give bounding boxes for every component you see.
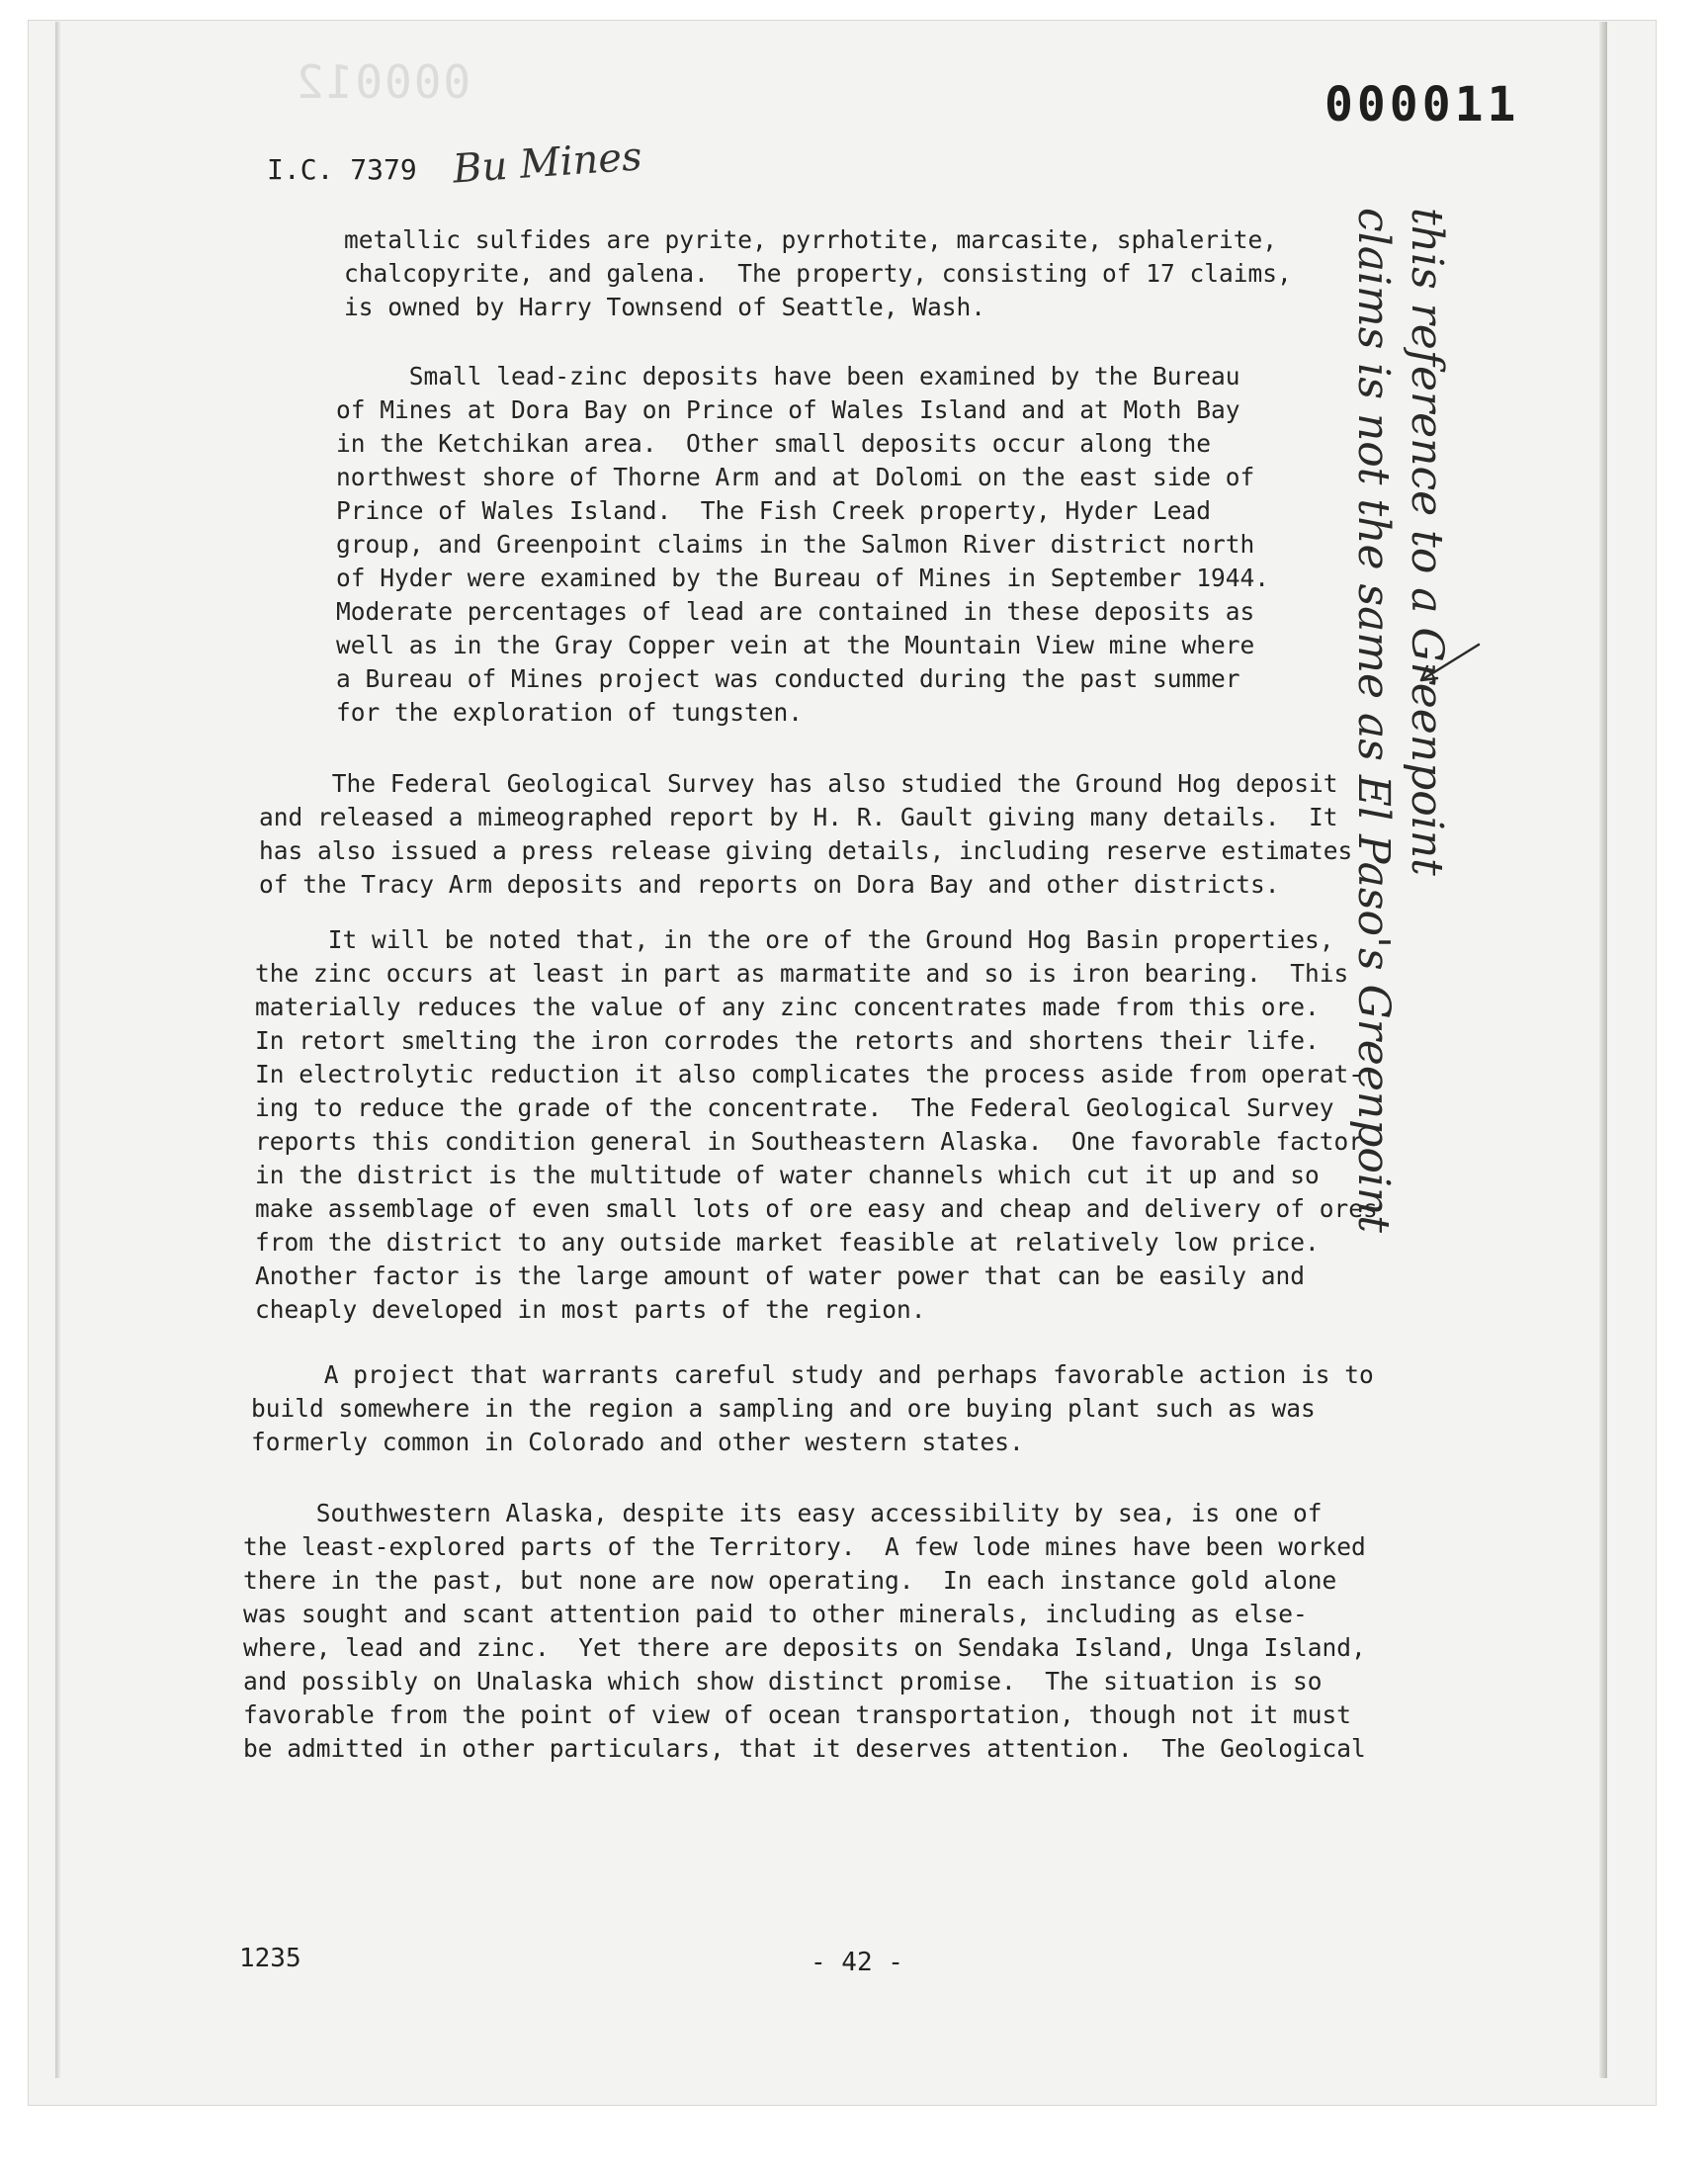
scan-edge-right bbox=[1599, 22, 1607, 2078]
document-number-stamp: 000011 bbox=[1324, 77, 1520, 132]
mirrored-stamp: 000012 bbox=[295, 55, 471, 109]
paragraph-5: A project that warrants careful study and perhaps favorable action is to build somewhere in the region a sampling and ore buying plant such as was formerly common in Colorado and other western states. bbox=[251, 1360, 1374, 1456]
paragraph-6: Southwestern Alaska, despite its easy accessibility by sea, is one of the least-explored parts of the Territory. A few lode mines have been worked there in the past, but none are now operating. In each instance gold alone was sought and scant attention paid to other minerals, including as else- where, lead and zinc. Yet there are deposits on Sendaka Island, Unga Island, and possibly on Unalaska which show distinct promise. The situation is so favorable from the point of view of ocean transportation, though not it must be admitted in other particulars, that it deserves attention. The Geological bbox=[243, 1499, 1366, 1763]
handwritten-arrow-icon bbox=[1413, 641, 1483, 688]
scan-margin-bottom bbox=[28, 2106, 1708, 2175]
footer-code: 1235 bbox=[239, 1944, 301, 1973]
scan-edge-left bbox=[55, 22, 60, 2078]
circular-code: I.C. 7379 bbox=[267, 153, 417, 186]
paragraph-4: It will be noted that, in the ore of the Ground Hog Basin properties, the zinc occurs at least in part as marmatite and so is iron bearing. This materially reduces the value of any zinc concentrates made from this ore. In retort smelting the iron corrodes the retorts and shortens their life. In electrolytic reduction it also complicates the process aside from operat- ing to reduce the grade of the concentrate. The Federal Geological Survey reports this condition general in Southeastern Alaska. One favorable factor in the district is the multitude of water channels which cut it up and so make assemblage of even small lots of ore easy and cheap and delivery of ores from the district to any outside market feasible at relatively low price. Another factor is the large amount of water power that can be easily and cheaply developed in most parts of the region. bbox=[255, 925, 1378, 1324]
handwritten-header-note: Bu Mines bbox=[451, 133, 643, 193]
margin-note-line-1: this reference to a Greenpoint bbox=[1402, 208, 1452, 876]
paragraph-3: The Federal Geological Survey has also studied the Ground Hog deposit and released a mimeographed report by H. R. Gault giving many details. It has also issued a press release giving details, including reserve estimates of the Tracy Arm deposits and reports on Dora Bay and other districts. bbox=[259, 769, 1353, 899]
page-number: - 42 - bbox=[811, 1948, 903, 1977]
paragraph-1: metallic sulfides are pyrite, pyrrhotite, marcasite, sphalerite, chalcopyrite, and galena. The property, consisting of 17 claims, is owned by Harry Townsend of Seattle, Wash. bbox=[344, 225, 1292, 321]
handwritten-margin-note bbox=[1346, 208, 1453, 1233]
margin-note-line-2: claims is not the same as El Paso's Greenpoint bbox=[1348, 208, 1399, 1233]
paragraph-2: Small lead-zinc deposits have been examined by the Bureau of Mines at Dora Bay on Prince of Wales Island and at Moth Bay in the Ketchikan area. Other small deposits occur along the northwest shore of Thorne Arm and at Dolomi on the east side of Prince of Wales Island. The Fish Creek property, Hyder Lead group, and Greenpoint claims in the Salmon River district north of Hyder were examined by the Bureau of Mines in September 1944. Moderate percentages of lead are contained in these deposits as well as in the Gray Copper vein at the Mountain View mine where a Bureau of Mines project was conducted during the past summer for the exploration of tungsten. bbox=[336, 362, 1270, 727]
